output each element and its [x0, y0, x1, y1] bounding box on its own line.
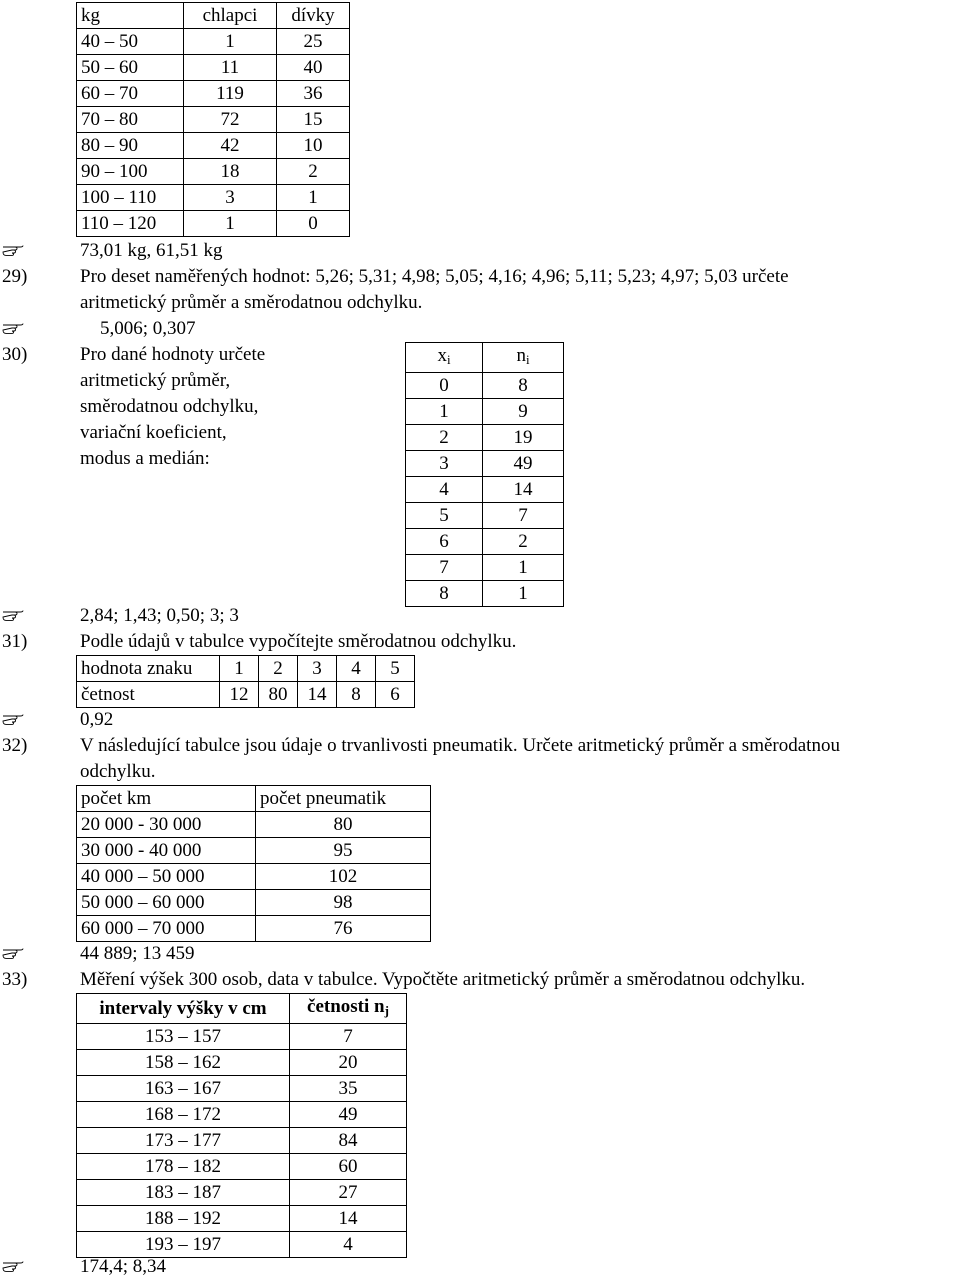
problem-number: 31)	[2, 631, 28, 652]
table-cell: 98	[256, 890, 431, 916]
table-row	[77, 55, 350, 81]
table-cell: 5	[376, 656, 415, 682]
answer-text: 73,01 kg, 61,51 kg	[80, 240, 223, 261]
table-cell: 19	[483, 425, 564, 451]
problem-text: modus a medián:	[80, 448, 210, 469]
table-cell: 5	[406, 503, 483, 529]
answer-text: 44 889; 13 459	[80, 943, 195, 964]
table-cell: 12	[220, 682, 259, 708]
table-cell: 1	[220, 656, 259, 682]
table-cell: 35	[290, 1076, 407, 1102]
table-cell: 90 – 100	[77, 159, 184, 185]
table-cell: 80	[259, 682, 298, 708]
table-row	[77, 838, 431, 864]
frequency-table	[405, 342, 564, 607]
table-cell: 8	[337, 682, 376, 708]
pointing-hand-icon	[2, 243, 24, 257]
table-row	[77, 211, 350, 237]
problem-text: Pro dané hodnoty určete	[80, 344, 266, 365]
table-cell: 2	[277, 159, 350, 185]
table-cell: 60	[290, 1154, 407, 1180]
table-cell: 30 000 - 40 000	[77, 838, 256, 864]
problem-text: aritmetický průměr a směrodatnou odchylku.	[80, 292, 423, 313]
problem-number: 29)	[2, 266, 28, 287]
header-label: x	[437, 345, 447, 366]
height-table	[76, 993, 407, 1258]
table-cell: 6	[406, 529, 483, 555]
table-cell: 188 – 192	[77, 1206, 290, 1232]
table-cell: 11	[184, 55, 277, 81]
table-row	[77, 81, 350, 107]
pointing-hand-icon	[2, 321, 24, 335]
problem-number: 30)	[2, 344, 28, 365]
problem-text: variační koeficient,	[80, 422, 227, 443]
header-cell	[406, 343, 483, 373]
table-cell: 158 – 162	[77, 1050, 290, 1076]
problem-text: aritmetický průměr,	[80, 370, 231, 391]
answer-text: 2,84; 1,43; 0,50; 3; 3	[80, 605, 239, 626]
table-cell: 163 – 167	[77, 1076, 290, 1102]
table-cell: 60 – 70	[77, 81, 184, 107]
table-cell: 14	[483, 477, 564, 503]
subscript: i	[525, 352, 530, 367]
weight-table	[76, 2, 350, 237]
header-cell: intervaly výšky v cm	[77, 994, 290, 1024]
table-row	[406, 529, 564, 555]
table-cell: 6	[376, 682, 415, 708]
table-row	[406, 477, 564, 503]
problem-number: 32)	[2, 735, 28, 756]
table-cell: 40	[277, 55, 350, 81]
table-row	[77, 29, 350, 55]
table-cell: 2	[406, 425, 483, 451]
table-row	[406, 425, 564, 451]
problem-number: 33)	[2, 969, 28, 990]
answer-text: 0,92	[80, 709, 114, 730]
table-cell: 0	[406, 373, 483, 399]
table-cell: 183 – 187	[77, 1180, 290, 1206]
table-row	[77, 1206, 407, 1232]
table-header-row	[406, 343, 564, 373]
table-cell: 84	[290, 1128, 407, 1154]
table-cell: 1	[184, 29, 277, 55]
subscript: i	[446, 352, 451, 367]
header-cell: počet km	[77, 786, 256, 812]
table-cell: 0	[277, 211, 350, 237]
table-cell: 110 – 120	[77, 211, 184, 237]
header-label: n	[516, 345, 526, 366]
pointing-hand-icon	[2, 946, 24, 960]
table-cell: 60 000 – 70 000	[77, 916, 256, 942]
table-cell: 49	[483, 451, 564, 477]
table-cell: 168 – 172	[77, 1102, 290, 1128]
table-row	[77, 1050, 407, 1076]
table-cell: 14	[298, 682, 337, 708]
problem-text: Podle údajů v tabulce vypočítejte směrodatnou odchylku.	[80, 631, 517, 652]
problem-text: směrodatnou odchylku,	[80, 396, 259, 417]
table-cell: 80	[256, 812, 431, 838]
table-row	[77, 1154, 407, 1180]
table-cell: 3	[298, 656, 337, 682]
table-cell: 70 – 80	[77, 107, 184, 133]
table-cell: 27	[290, 1180, 407, 1206]
header-cell: dívky	[277, 3, 350, 29]
table-row	[77, 1076, 407, 1102]
table-cell: 100 – 110	[77, 185, 184, 211]
table-row	[406, 581, 564, 607]
table-header-row	[77, 994, 407, 1024]
table-row	[406, 555, 564, 581]
table-row	[77, 1128, 407, 1154]
table-row	[406, 399, 564, 425]
table-row	[77, 1024, 407, 1050]
table-cell: 8	[483, 373, 564, 399]
problem-text: Měření výšek 300 osob, data v tabulce. Vypočtěte aritmetický průměr a směrodatnou odchylku.	[80, 969, 806, 990]
table-cell: 4	[337, 656, 376, 682]
problem-text: Pro deset naměřených hodnot: 5,26; 5,31; 4,98; 5,05; 4,16; 4,96; 5,11; 5,23; 4,97; 5,03 určete	[80, 266, 789, 287]
header-cell: chlapci	[184, 3, 277, 29]
header-cell: kg	[77, 3, 184, 29]
table-cell: 15	[277, 107, 350, 133]
table-row	[406, 503, 564, 529]
header-label: četnosti n	[307, 996, 385, 1017]
table-cell: 25	[277, 29, 350, 55]
table-cell: 102	[256, 864, 431, 890]
table-row	[77, 1102, 407, 1128]
table-cell: 1	[406, 399, 483, 425]
table-cell: 42	[184, 133, 277, 159]
table-row	[77, 159, 350, 185]
table-cell: 50 – 60	[77, 55, 184, 81]
table-cell: 36	[277, 81, 350, 107]
table-cell: 1	[184, 211, 277, 237]
table-row	[77, 107, 350, 133]
table-cell: 80 – 90	[77, 133, 184, 159]
table-row	[77, 916, 431, 942]
table-cell: 178 – 182	[77, 1154, 290, 1180]
tire-table	[76, 785, 431, 942]
table-row	[77, 812, 431, 838]
value-frequency-table	[76, 655, 415, 708]
table-cell: 49	[290, 1102, 407, 1128]
table-row	[77, 133, 350, 159]
table-cell: 14	[290, 1206, 407, 1232]
table-row	[406, 451, 564, 477]
answer-text: 174,4; 8,34	[80, 1256, 167, 1277]
table-cell: 3	[184, 185, 277, 211]
pointing-hand-icon	[2, 608, 24, 622]
table-cell: 40 – 50	[77, 29, 184, 55]
table-cell: 3	[406, 451, 483, 477]
table-cell: 4	[406, 477, 483, 503]
table-cell: 10	[277, 133, 350, 159]
problem-text: odchylku.	[80, 761, 156, 782]
table-cell: 72	[184, 107, 277, 133]
table-cell: 1	[483, 581, 564, 607]
pointing-hand-icon	[2, 1259, 24, 1273]
table-cell: 1	[277, 185, 350, 211]
table-cell: 9	[483, 399, 564, 425]
table-cell: 1	[483, 555, 564, 581]
table-row	[406, 373, 564, 399]
table-header-row	[77, 786, 431, 812]
header-cell	[290, 994, 407, 1024]
table-cell: 193 – 197	[77, 1232, 290, 1258]
table-row	[77, 656, 415, 682]
table-row	[77, 864, 431, 890]
table-cell: 50 000 – 60 000	[77, 890, 256, 916]
problem-text: V následující tabulce jsou údaje o trvanlivosti pneumatik. Určete aritmetický průměr a směrodatnou	[80, 735, 840, 756]
table-cell: 119	[184, 81, 277, 107]
table-cell: četnost	[77, 682, 220, 708]
table-row	[77, 890, 431, 916]
table-cell: 7	[483, 503, 564, 529]
table-cell: hodnota znaku	[77, 656, 220, 682]
pointing-hand-icon	[2, 712, 24, 726]
table-cell: 20 000 - 30 000	[77, 812, 256, 838]
table-row	[77, 682, 415, 708]
subscript: j	[384, 1003, 389, 1018]
header-cell	[483, 343, 564, 373]
table-cell: 95	[256, 838, 431, 864]
table-cell: 40 000 – 50 000	[77, 864, 256, 890]
table-cell: 2	[259, 656, 298, 682]
table-cell: 173 – 177	[77, 1128, 290, 1154]
table-header-row	[77, 3, 350, 29]
table-cell: 153 – 157	[77, 1024, 290, 1050]
table-cell: 4	[290, 1232, 407, 1258]
table-row	[77, 185, 350, 211]
table-cell: 8	[406, 581, 483, 607]
table-cell: 2	[483, 529, 564, 555]
answer-text: 5,006; 0,307	[100, 318, 196, 339]
header-cell: počet pneumatik	[256, 786, 431, 812]
table-cell: 7	[290, 1024, 407, 1050]
table-cell: 76	[256, 916, 431, 942]
table-row	[77, 1180, 407, 1206]
table-cell: 20	[290, 1050, 407, 1076]
table-cell: 7	[406, 555, 483, 581]
table-cell: 18	[184, 159, 277, 185]
